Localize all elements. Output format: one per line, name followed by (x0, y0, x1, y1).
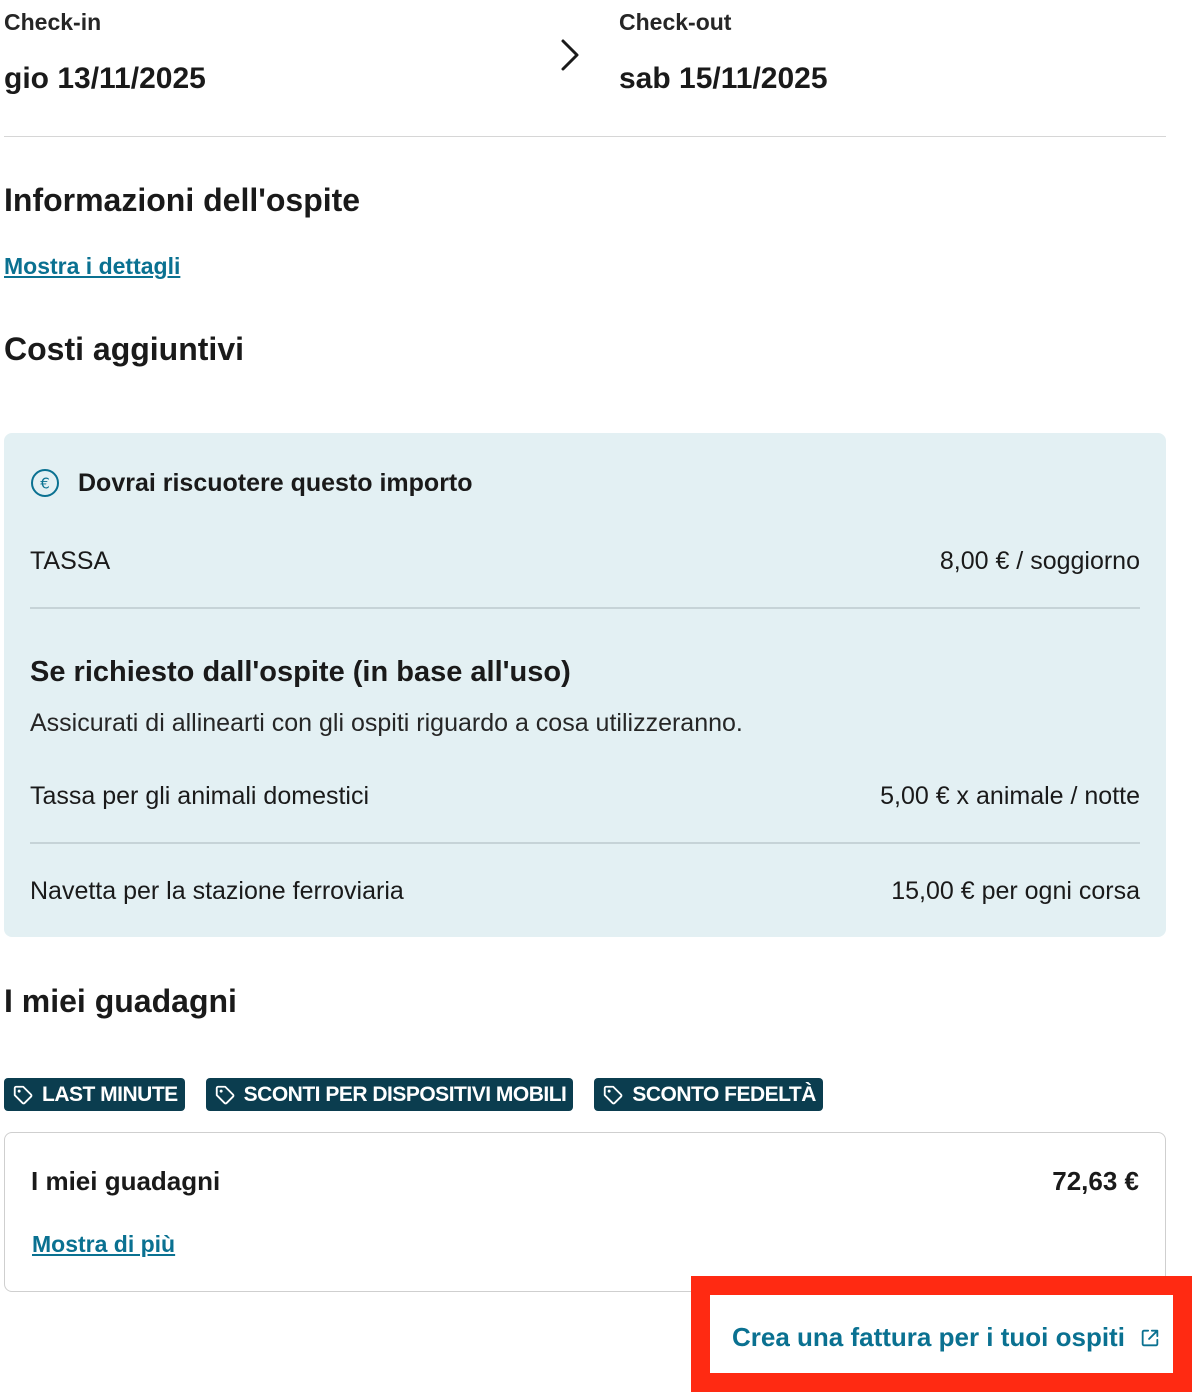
create-invoice-label: Crea una fattura per i tuoi ospiti (732, 1322, 1125, 1352)
collect-amount-heading (30, 468, 473, 498)
additional-costs-title: Costi aggiuntivi (4, 331, 244, 367)
tag-icon (214, 1084, 236, 1106)
on-request-title: Se richiesto dall'ospite (in base all'uso) (30, 656, 571, 688)
cost-item-label: Tassa per gli animali domestici (30, 782, 370, 810)
stay-dates (4, 0, 1166, 137)
earnings-card (4, 1132, 1166, 1292)
divider (30, 607, 1140, 609)
checkout-date: sab 15/11/2025 (619, 62, 828, 95)
svg-text:€: € (40, 474, 50, 493)
earnings-label: I miei guadagni (31, 1166, 221, 1196)
badge-mobile-discounts (206, 1078, 574, 1111)
divider (30, 842, 1140, 844)
external-link-icon (1139, 1327, 1161, 1349)
chevron-right-icon (559, 38, 581, 72)
tag-icon (12, 1084, 34, 1106)
guest-info-title: Informazioni dell'ospite (4, 182, 361, 218)
checkout-block (619, 8, 828, 97)
earnings-row (31, 1165, 1139, 1197)
cost-row-shuttle (30, 876, 1140, 906)
additional-costs-box (4, 433, 1166, 937)
tax-row (30, 546, 1140, 576)
badge-label: SCONTI PER DISPOSITIVI MOBILI (243, 1082, 567, 1106)
on-request-description: Assicurati di allinearti con gli ospiti riguardo a cosa utilizzeranno. (30, 709, 743, 737)
tax-value: 8,00 € / soggiorno (939, 547, 1140, 575)
cost-item-value: 15,00 € per ogni corsa (891, 877, 1140, 905)
collect-amount-text: Dovrai riscuotere questo importo (78, 468, 473, 497)
show-details-link[interactable]: Mostra i dettagli (4, 253, 181, 279)
checkin-block (4, 8, 206, 97)
earnings-amount: 72,63 € (1052, 1166, 1139, 1196)
show-more-link[interactable]: Mostra di più (32, 1231, 176, 1257)
earnings-title: I miei guadagni (4, 983, 237, 1019)
badge-label: SCONTO FEDELTÀ (632, 1082, 816, 1106)
checkout-label: Check-out (619, 9, 732, 35)
cost-item-label: Navetta per la stazione ferroviaria (30, 877, 404, 905)
badge-last-minute (4, 1078, 185, 1111)
cost-row-pets (30, 781, 1140, 811)
cost-item-value: 5,00 € x animale / notte (880, 782, 1140, 810)
create-invoice-link[interactable] (732, 1322, 1161, 1353)
discount-badges (4, 1078, 823, 1111)
checkin-label: Check-in (4, 9, 102, 35)
tax-label: TASSA (30, 547, 111, 575)
badge-label: LAST MINUTE (42, 1082, 178, 1106)
euro-circle-icon (30, 468, 60, 498)
badge-loyalty-discount (594, 1078, 823, 1111)
checkin-date: gio 13/11/2025 (4, 62, 206, 95)
tag-icon (602, 1084, 624, 1106)
